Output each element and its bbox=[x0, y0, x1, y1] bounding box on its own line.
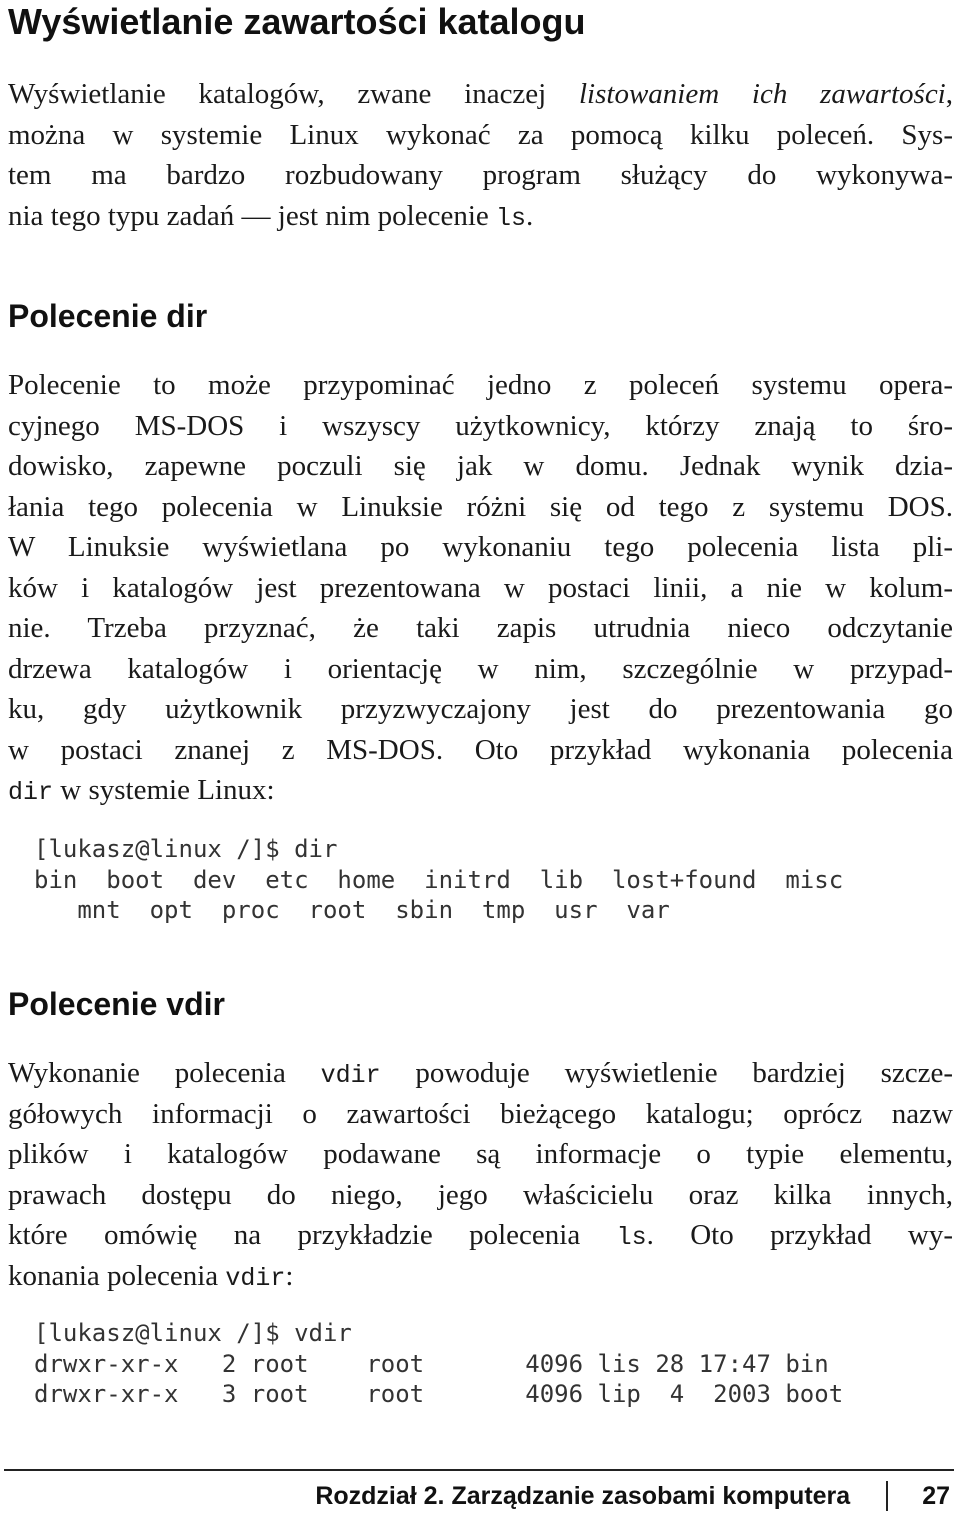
text-line: Wykonanie polecenia vdir powoduje wyświetlenie bardziej szcze- bbox=[8, 1057, 954, 1090]
chapter-title: Rozdział 2. Zarządzanie zasobami komputera bbox=[315, 1481, 851, 1510]
page-title: Wyświetlanie zawartości katalogu bbox=[8, 1, 586, 42]
emphasis-text: listowaniem ich zawartości bbox=[578, 78, 946, 110]
code-block-vdir bbox=[34, 1318, 843, 1410]
inline-code: dir bbox=[8, 778, 54, 807]
text-line: drzewa katalogów i orientację w nim, szczególnie w przypad- bbox=[8, 652, 953, 685]
page-footer bbox=[315, 1477, 950, 1515]
text-line: ku, gdy użytkownik przyzwyczajony jest do prezentowania go bbox=[8, 693, 953, 725]
inline-code: vdir bbox=[320, 1061, 381, 1090]
dir-paragraph bbox=[8, 365, 953, 811]
section-heading-vdir: Polecenie vdir bbox=[8, 986, 225, 1022]
inline-code: ls bbox=[496, 203, 527, 233]
code-line: drwxr-xr-x 3 root root 4096 lip 4 2003 boot bbox=[34, 1380, 844, 1408]
text-line: dir w systemie Linux: bbox=[8, 774, 275, 807]
text-line: nia tego typu zadań — jest nim polecenie ls. bbox=[8, 199, 534, 233]
inline-code: ls bbox=[616, 1223, 647, 1252]
text-line: ków i katalogów jest prezentowana w postaci linii, a nie w kolum- bbox=[8, 571, 953, 604]
vdir-paragraph bbox=[8, 1053, 953, 1296]
footer-divider bbox=[886, 1481, 888, 1511]
intro-paragraph bbox=[8, 74, 953, 236]
code-line: mnt opt proc root sbin tmp usr var bbox=[34, 896, 670, 924]
text-line: cyjnego MS-DOS i wszyscy użytkownicy, którzy znają to śro- bbox=[8, 409, 953, 442]
text-line: łania tego polecenia w Linuksie różni się od tego z systemu DOS. bbox=[8, 490, 953, 523]
code-block-dir bbox=[34, 834, 843, 926]
code-line: bin boot dev etc home initrd lib lost+found misc bbox=[34, 865, 844, 894]
text-line: Polecenie to może przypominać jedno z poleceń systemu opera- bbox=[8, 369, 953, 401]
text-line: nie. Trzeba przyznać, że taki zapis utrudnia nieco odczytanie bbox=[8, 612, 953, 644]
text-line: W Linuksie wyświetlana po wykonaniu tego polecenia lista pli- bbox=[8, 531, 953, 563]
text-line: plików i katalogów podawane są informacje o typie elementu, bbox=[8, 1138, 953, 1170]
text-line: Wyświetlanie katalogów, zwane inaczej listowaniem ich zawartości, bbox=[8, 78, 953, 110]
code-line: drwxr-xr-x 2 root root 4096 lis 28 17:47 bin bbox=[34, 1349, 829, 1378]
code-line: [lukasz@linux /]$ dir bbox=[34, 835, 338, 863]
inline-code: vdir bbox=[225, 1263, 286, 1293]
text-line: w postaci znanej z MS-DOS. Oto przykład wykonania polecenia bbox=[8, 733, 953, 766]
page-number: 27 bbox=[922, 1481, 950, 1510]
section-heading-dir: Polecenie dir bbox=[8, 298, 208, 334]
text-line: konania polecenia vdir: bbox=[8, 1259, 294, 1293]
text-line: gółowych informacji o zawartości bieżącego katalogu; oprócz nazw bbox=[8, 1097, 953, 1130]
text-line: można w systemie Linux wykonać za pomocą kilku poleceń. Sys- bbox=[8, 118, 953, 151]
footer-rule bbox=[4, 1469, 954, 1471]
text-line: dowisko, zapewne poczuli się jak w domu. Jednak wynik dzia- bbox=[8, 450, 953, 482]
text-line: tem ma bardzo rozbudowany program służący do wykonywa- bbox=[8, 159, 953, 191]
text-line: które omówię na przykładzie polecenia ls. Oto przykład wy- bbox=[8, 1219, 953, 1252]
text-line: prawach dostępu do niego, jego właścicielu oraz kilka innych, bbox=[8, 1178, 953, 1211]
code-line: [lukasz@linux /]$ vdir bbox=[34, 1319, 352, 1347]
